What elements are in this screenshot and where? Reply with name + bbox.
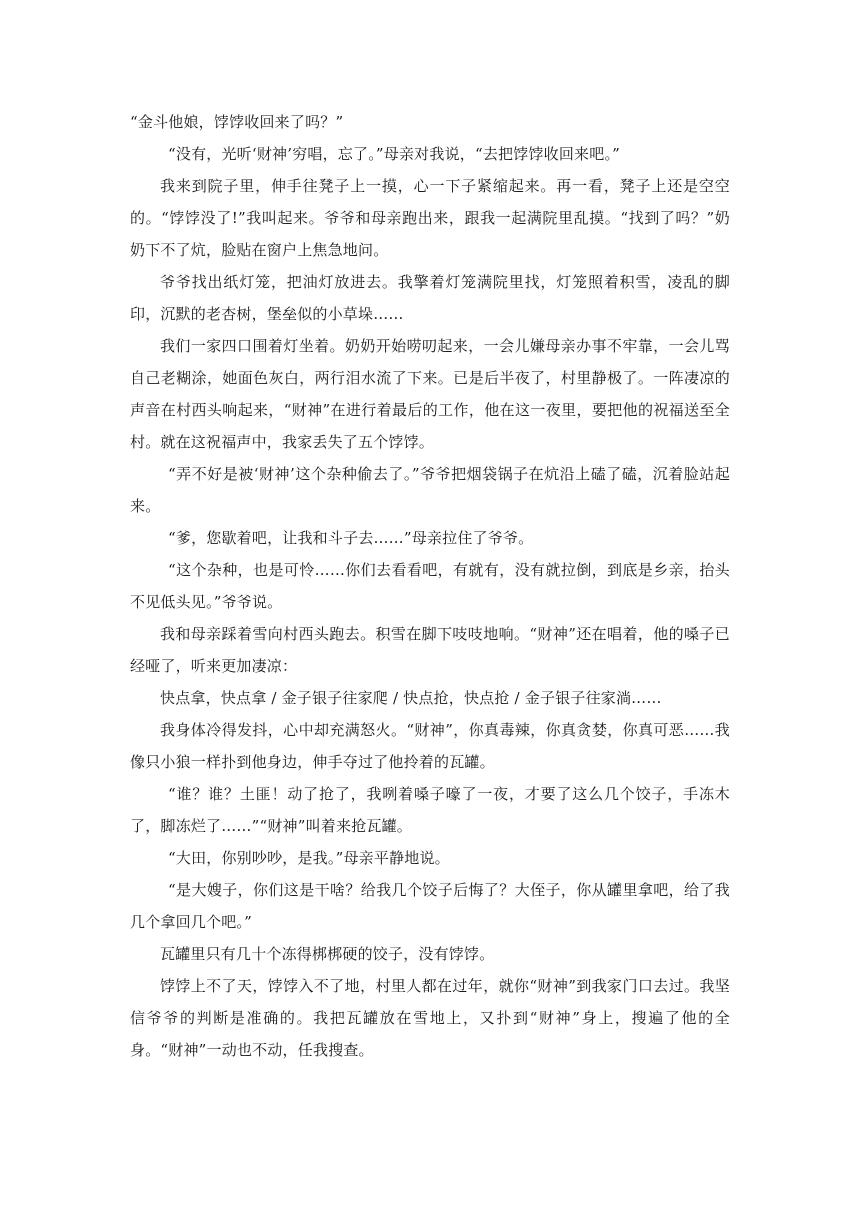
paragraph: “大田，你别吵吵，是我。”母亲平静地说。 — [168, 849, 450, 867]
paragraph: “谁？谁？土匪！动了抢了，我咧着嗓子嚎了一夜，才要了这么几个饺子，手冻木了，脚冻烂了……”“财神”叫着来抢瓦罐。 — [130, 785, 730, 835]
paragraph: 瓦罐里只有几十个冻得梆梆硬的饺子，没有饽饽。 — [160, 945, 495, 963]
paragraph: “爹，您歇着吧，让我和斗子去……”母亲拉住了爷爷。 — [168, 529, 534, 547]
document-body — [130, 106, 730, 1066]
paragraph: “这个杂种，也是可怜……你们去看看吧，有就有，没有就拉倒，到底是乡亲，抬头不见低头见。”爷爷说。 — [130, 561, 730, 611]
paragraph: “没有，光听‘财神’穷唱，忘了。”母亲对我说，“去把饽饽收回来吧。” — [168, 145, 621, 163]
paragraph: 我们一家四口围着灯坐着。奶奶开始唠叨起来，一会儿嫌母亲办事不牢靠，一会儿骂自己老糊涂，她面色灰白，两行泪水流了下来。已是后半夜了，村里静极了。一阵凄凉的声音在村西头响起来，“财神”在进行着最后的工作，他在这一夜里，要把他的祝福送至全村。就在这祝福声中，我家丢失了五个饽饽。 — [130, 337, 730, 451]
paragraph: 饽饽上不了天，饽饽入不了地，村里人都在过年，就你“财神”到我家门口去过。我坚信爷爷的判断是准确的。我把瓦罐放在雪地上，又扑到“财神”身上，搜遍了他的全身。“财神”一动也不动，任我搜查。 — [130, 977, 730, 1059]
paragraph: “弄不好是被‘财神’这个杂种偷去了。”爷爷把烟袋锅子在炕沿上磕了磕，沉着脸站起来。 — [130, 465, 730, 515]
paragraph: 爷爷找出纸灯笼，把油灯放进去。我擎着灯笼满院里找，灯笼照着积雪，凌乱的脚印，沉默的老杏树，堡垒似的小草垛…… — [130, 273, 730, 323]
paragraph: 我来到院子里，伸手往凳子上一摸，心一下子紧缩起来。再一看，凳子上还是空空的。“饽饽没了!”我叫起来。爷爷和母亲跑出来，跟我一起满院里乱摸。“找到了吗？”奶奶下不了炕，脸贴在窗户上焦急地问。 — [130, 177, 730, 259]
paragraph: 我身体冷得发抖，心中却充满怒火。“财神”，你真毒辣，你真贪婪，你真可恶……我像只小狼一样扑到他身边，伸手夺过了他拎着的瓦罐。 — [130, 721, 730, 771]
paragraph: 快点拿，快点拿 / 金子银子往家爬 / 快点抢，快点抢 / 金子银子往家淌…… — [160, 689, 662, 707]
paragraph: 我和母亲踩着雪向村西头跑去。积雪在脚下吱吱地响。“财神”还在唱着，他的嗓子已经哑了，听来更加凄凉： — [130, 625, 730, 675]
paragraph: “是大嫂子，你们这是干啥？给我几个饺子后悔了？大侄子，你从罐里拿吧，给了我几个拿回几个吧。” — [130, 881, 730, 931]
paragraph: “金斗他娘，饽饽收回来了吗？” — [130, 113, 344, 131]
